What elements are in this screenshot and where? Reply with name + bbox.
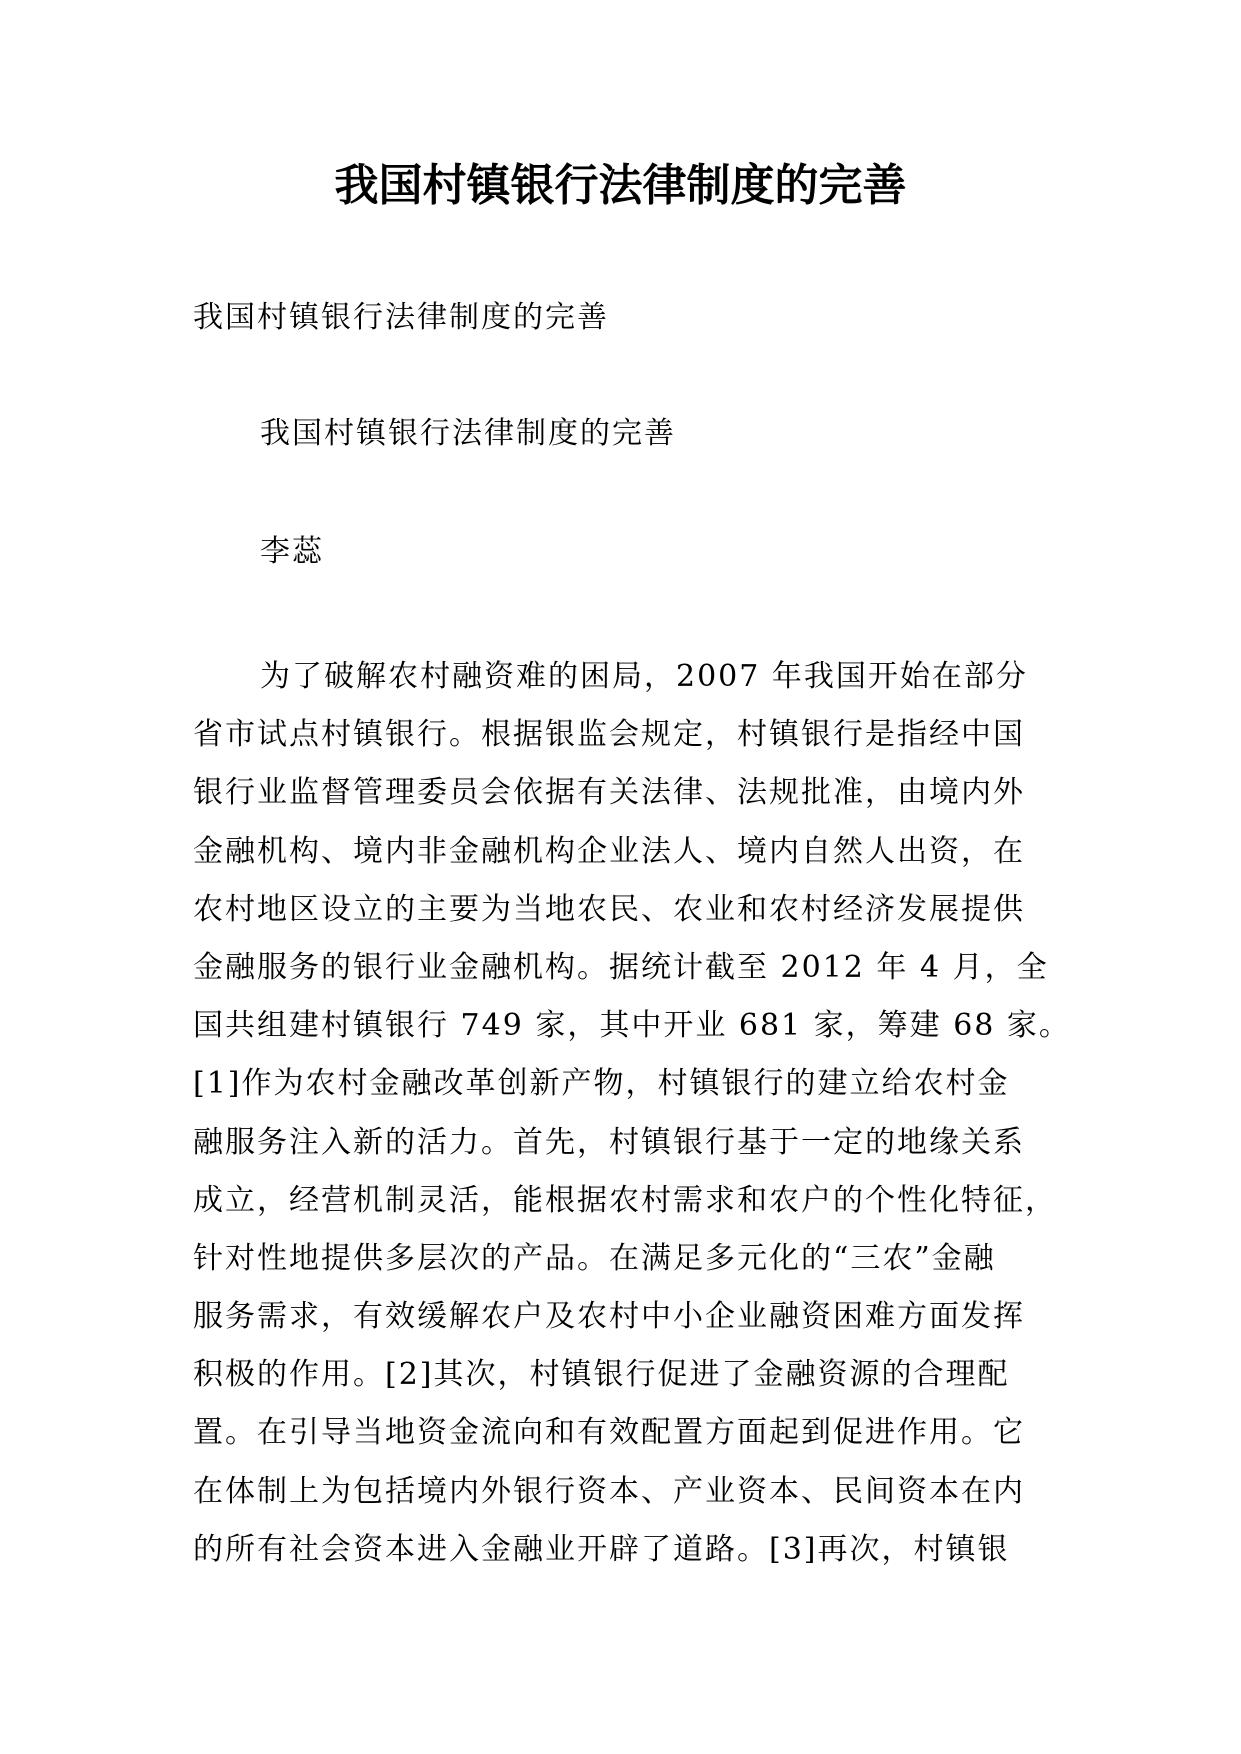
body-line: 针对性地提供多层次的产品。在满足多元化的“三农”金融 — [193, 1240, 996, 1276]
document-title: 我国村镇银行法律制度的完善 — [334, 160, 907, 211]
author-name: 李蕊 — [260, 534, 324, 569]
body-line: 金融服务的银行业金融机构。据统计截至 2012 年 4 月，全 — [193, 949, 1049, 985]
body-line: [1]作为农村金融改革创新产物，村镇银行的建立给农村金 — [193, 1066, 1010, 1102]
body-line: 在体制上为包括境内外银行资本、产业资本、民间资本在内 — [193, 1473, 1025, 1509]
body-line: 的所有社会资本进入金融业开辟了道路。[3]再次，村镇银 — [193, 1531, 1010, 1567]
document-subtitle: 我国村镇银行法律制度的完善 — [193, 300, 609, 335]
body-line: 为了破解农村融资难的困局，2007 年我国开始在部分 — [260, 659, 1028, 694]
body-line: 省市试点村镇银行。根据银监会规定，村镇银行是指经中国 — [193, 717, 1025, 753]
body-line: 农村地区设立的主要为当地农民、农业和农村经济发展提供 — [193, 891, 1025, 927]
body-line: 积极的作用。[2]其次，村镇银行促进了金融资源的合理配 — [193, 1357, 1010, 1393]
body-line: 置。在引导当地资金流向和有效配置方面起到促进作用。它 — [193, 1415, 1025, 1451]
body-line: 融服务注入新的活力。首先，村镇银行基于一定的地缘关系 — [193, 1124, 1025, 1160]
body-line: 金融机构、境内非金融机构企业法人、境内自然人出资，在 — [193, 833, 1025, 869]
body-line: 国共组建村镇银行 749 家，其中开业 681 家，筹建 68 家。 — [193, 1008, 1071, 1044]
body-line: 服务需求，有效缓解农户及农村中小企业融资困难方面发挥 — [193, 1299, 1025, 1335]
body-line: 银行业监督管理委员会依据有关法律、法规批准，由境内外 — [193, 775, 1025, 811]
body-paragraph — [193, 648, 1071, 1579]
body-line: 成立，经营机制灵活，能根据农村需求和农户的个性化特征， — [193, 1182, 1057, 1218]
article-title: 我国村镇银行法律制度的完善 — [260, 416, 676, 451]
